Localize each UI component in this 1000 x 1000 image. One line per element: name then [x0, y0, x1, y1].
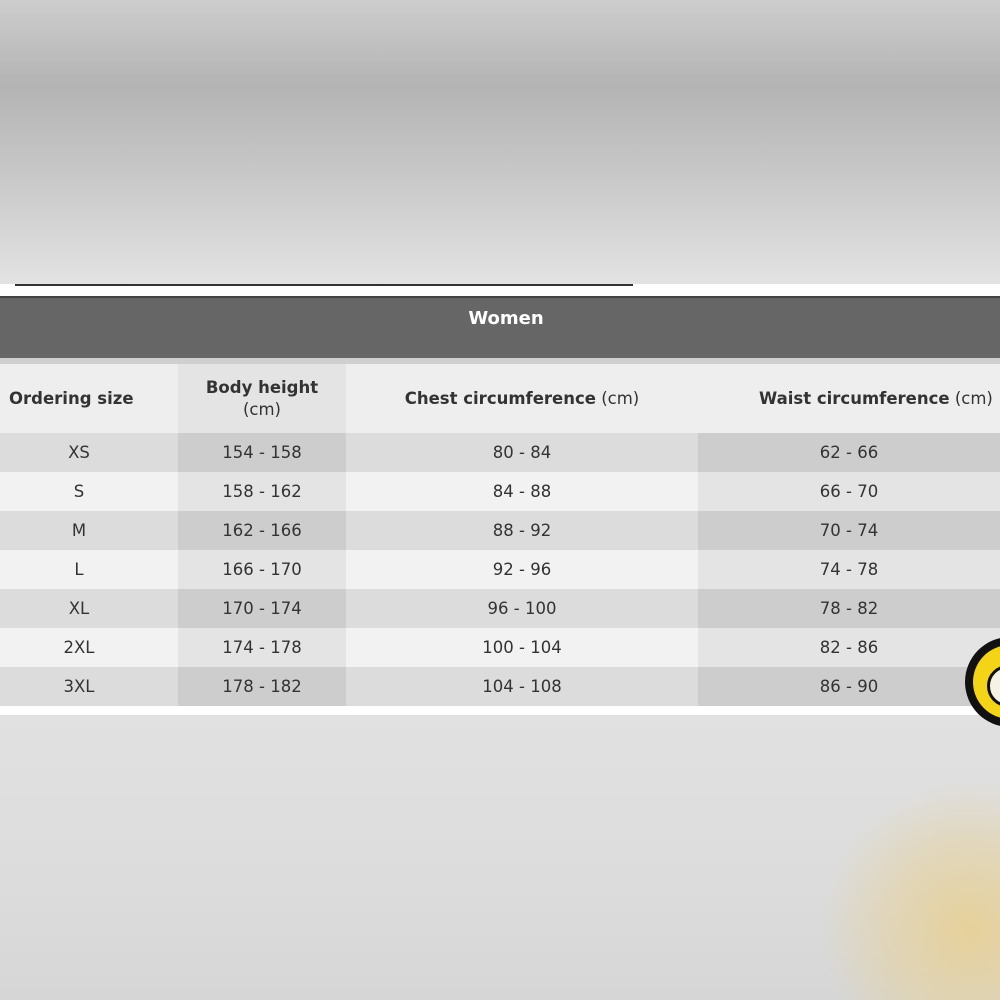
column-header-unit: (cm) — [954, 388, 993, 408]
blurred-background-top — [0, 0, 1000, 284]
column-header-label: Chest circumference — [404, 388, 596, 408]
table-cell-height: 162 - 166 — [178, 511, 346, 550]
table-cell-waist: 62 - 66 — [698, 433, 1000, 472]
table-cell-waist: 78 - 82 — [698, 589, 1000, 628]
divider-line — [15, 284, 633, 286]
column-header-unit: (cm) — [601, 388, 640, 408]
table-cell-chest: 80 - 84 — [346, 433, 698, 472]
table-bottom-band — [0, 706, 1000, 715]
table-cell-height: 170 - 174 — [178, 589, 346, 628]
table-cell-height: 166 - 170 — [178, 550, 346, 589]
table-cell-waist: 70 - 74 — [698, 511, 1000, 550]
table-cell-waist: 66 - 70 — [698, 472, 1000, 511]
table-cell-chest: 88 - 92 — [346, 511, 698, 550]
size-chart-table — [0, 364, 1000, 706]
column-header-label: Body height — [205, 377, 319, 397]
table-cell-height: 154 - 158 — [178, 433, 346, 472]
table-cell-size: XS — [0, 433, 178, 472]
background-glow — [820, 780, 1000, 1000]
table-title: Women — [468, 307, 544, 329]
table-cell-height: 158 - 162 — [178, 472, 346, 511]
table-cell-size: M — [0, 511, 178, 550]
table-cell-size: XL — [0, 589, 178, 628]
table-cell-size: 2XL — [0, 628, 178, 667]
table-cell-height: 178 - 182 — [178, 667, 346, 706]
table-cell-waist: 86 - 90 — [698, 667, 1000, 706]
table-cell-waist: 74 - 78 — [698, 550, 1000, 589]
table-cell-size: 3XL — [0, 667, 178, 706]
table-cell-waist: 82 - 86 — [698, 628, 1000, 667]
table-cell-chest: 96 - 100 — [346, 589, 698, 628]
table-cell-chest: 92 - 96 — [346, 550, 698, 589]
column-header-label: Waist circumference — [759, 388, 950, 408]
table-cell-size: S — [0, 472, 178, 511]
column-header-unit: (cm) — [242, 399, 281, 419]
column-header-body-height — [178, 364, 346, 433]
table-cell-size: L — [0, 550, 178, 589]
table-cell-chest: 84 - 88 — [346, 472, 698, 511]
table-cell-chest: 100 - 104 — [346, 628, 698, 667]
table-title-bar — [0, 296, 1000, 358]
table-cell-chest: 104 - 108 — [346, 667, 698, 706]
blurred-background-bottom — [0, 715, 1000, 1000]
column-header-chest-circumference — [346, 364, 698, 433]
column-header-waist-circumference — [698, 364, 1000, 433]
column-header-ordering-size — [0, 364, 178, 433]
column-header-label: Ordering size — [9, 388, 134, 408]
table-cell-height: 174 - 178 — [178, 628, 346, 667]
